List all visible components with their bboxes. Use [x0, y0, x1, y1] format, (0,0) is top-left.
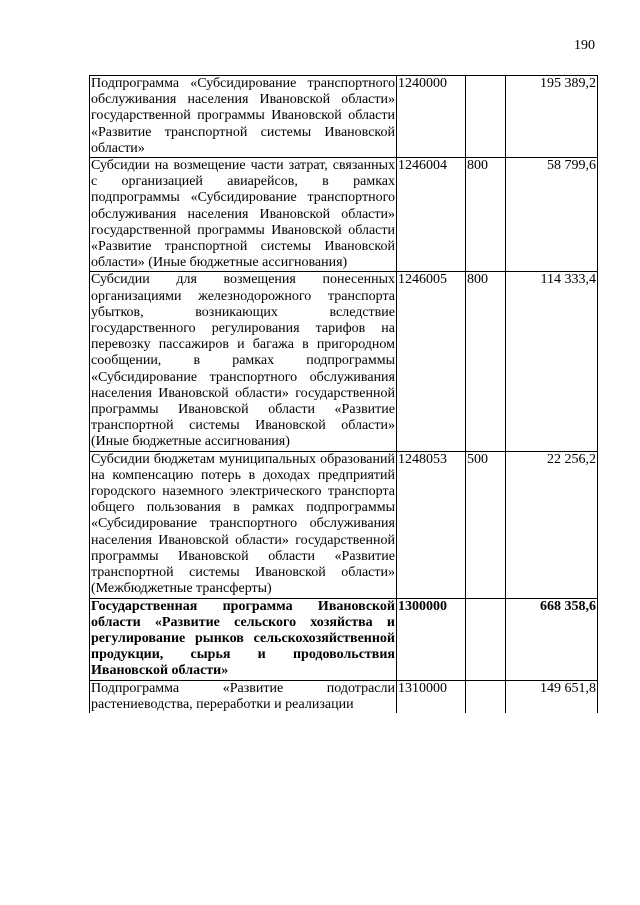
row-expense-type: 800 [466, 272, 506, 451]
row-code: 1248053 [397, 451, 466, 598]
row-expense-type [466, 680, 506, 713]
table-row [90, 680, 598, 713]
row-sum: 668 358,6 [506, 598, 598, 680]
budget-table [89, 75, 598, 713]
row-name: Государственная программа Ивановской области «Развитие сельского хозяйства и регулирование рынков сельскохозяйственной продукции, сырья и продовольствия Ивановской области» [91, 598, 395, 679]
row-name: Субсидии бюджетам муниципальных образований на компенсацию потерь в доходах предприятий городского наземного электрического транспорта общего пользования в рамках подпрограммы «Субсидирование транспортного обслуживания населения Ивановской области» государственной программы Ивановской области «Развитие транспортной системы Ивановской области» (Межбюджетные трансферты) [91, 451, 395, 597]
table-row-program [90, 598, 598, 680]
row-sum: 149 651,8 [506, 680, 598, 713]
table-row [90, 272, 598, 451]
row-code: 1240000 [397, 76, 466, 158]
row-code: 1310000 [397, 680, 466, 713]
row-name: Субсидии на возмещение части затрат, связанных с организацией авиарейсов, в рамках подпрограммы «Субсидирование транспортного обслуживания населения Ивановской области» государственной программы Ивановской области «Развитие транспортной системы Ивановской области» (Иные бюджетные ассигнования) [91, 158, 395, 271]
row-code: 1300000 [397, 598, 466, 680]
row-expense-type: 500 [466, 451, 506, 598]
row-expense-type: 800 [466, 158, 506, 272]
row-name: Подпрограмма «Развитие подотрасли растениеводства, переработки и реализации [91, 680, 395, 712]
row-expense-type [466, 76, 506, 158]
row-code: 1246004 [397, 158, 466, 272]
row-name: Субсидии для возмещения понесенных организациями железнодорожного транспорта убытков, возникающих вследствие государственного регулирования тарифов на перевозку пассажиров и багажа в пригородном сообщении, в рамках подпрограммы «Субсидирование транспортного обслуживания населения Ивановской области» государственной программы Ивановской области «Развитие транспортной системы Ивановской области» (Иные бюджетные ассигнования) [91, 272, 395, 450]
row-code: 1246005 [397, 272, 466, 451]
row-sum: 58 799,6 [506, 158, 598, 272]
row-sum: 22 256,2 [506, 451, 598, 598]
row-sum: 195 389,2 [506, 76, 598, 158]
table-row [90, 76, 598, 158]
row-name: Подпрограмма «Субсидирование транспортного обслуживания населения Ивановской области» государственной программы Ивановской области «Развитие транспортной системы Ивановской области» [91, 76, 395, 156]
row-sum: 114 333,4 [506, 272, 598, 451]
table-row [90, 451, 598, 598]
row-expense-type [466, 598, 506, 680]
page-number: 190 [574, 38, 595, 53]
table-row [90, 158, 598, 272]
